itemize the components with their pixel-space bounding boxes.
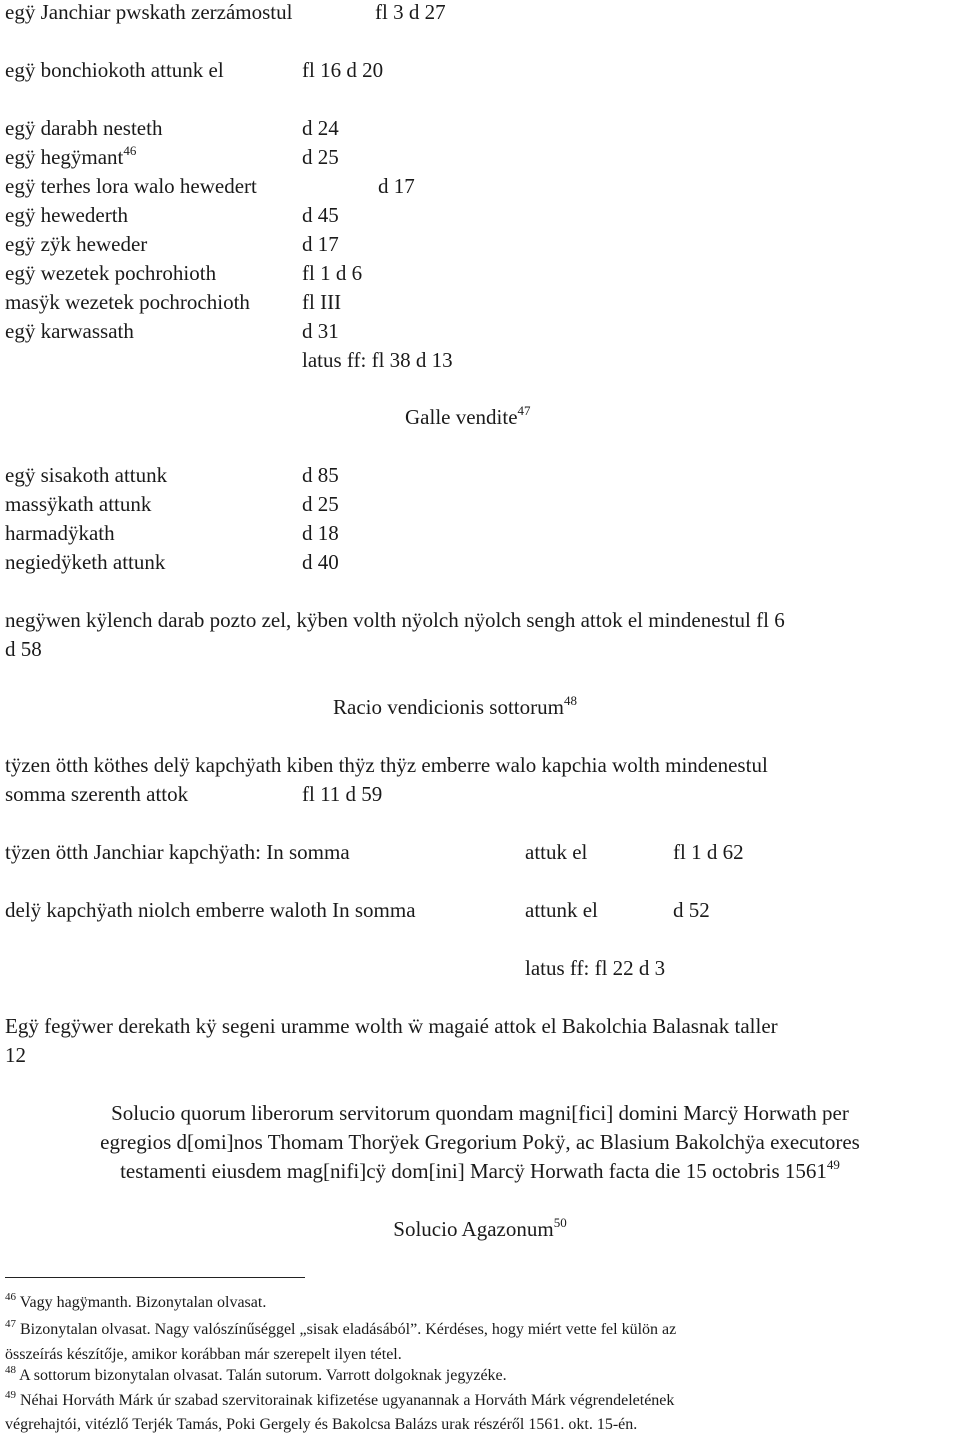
entry-item: egÿ darabh nesteth [5, 116, 163, 140]
heading-text: Solucio Agazonum [393, 1217, 554, 1241]
entry-amount: fl 3 d 27 [375, 0, 446, 24]
entry-item: egÿ wezetek pochrohioth [5, 261, 217, 285]
heading-racio [333, 695, 577, 719]
footnote-ref: 47 [517, 403, 531, 418]
entry-note: attunk el [525, 898, 598, 922]
entry-amount: d 45 [302, 203, 339, 227]
entry-item [5, 145, 136, 169]
footnote-ref: 49 [826, 1157, 840, 1172]
subtotal: latus ff: fl 38 d 13 [302, 348, 453, 372]
entry-amount: d 25 [302, 145, 339, 169]
centered-heading-line: Solucio quorum liberorum servitorum quondam magni[fici] domini Marcÿ Horwath per [111, 1101, 849, 1125]
entry-item: egÿ Janchiar pwskath zerzámostul [5, 0, 293, 24]
entry-amount: fl III [302, 290, 342, 314]
entry-amount: d 18 [302, 521, 339, 545]
footnote [5, 1293, 266, 1313]
entry-item: delÿ kapchÿath niolch emberre waloth In somma [5, 898, 416, 922]
entry-note: attuk el [525, 840, 588, 864]
paragraph-text: 12 [5, 1043, 26, 1067]
entry-item: tÿzen ötth Janchiar kapchÿath: In somma [5, 840, 350, 864]
heading-text: testamenti eiusdem mag[nifi]cÿ dom[ini] Marcÿ Horwath facta die 15 octobris 1561 [120, 1159, 827, 1183]
footnote [5, 1320, 676, 1340]
footnote-continuation: végrehajtói, vitézlő Terjék Tamás, Poki Gergely és Bakolcsa Balázs urak részéről 1561. okt. 15-én. [5, 1416, 638, 1433]
centered-heading-line [0, 1159, 960, 1183]
footnote-ref: 48 [563, 693, 577, 708]
footnote-text: Vagy hagÿmanth. Bizonytalan olvasat. [19, 1294, 267, 1311]
heading-text: Racio vendicionis sottorum [333, 695, 564, 719]
entry-item: masÿk wezetek pochrochioth [5, 290, 250, 314]
footnote-continuation: összeírás készítője, amikor korábban már szerepelt ilyen tétel. [5, 1346, 402, 1363]
subtotal: latus ff: fl 22 d 3 [525, 956, 666, 980]
entry-item: egÿ terhes lora walo hewedert [5, 174, 257, 198]
footnote-text: Bizonytalan olvasat. Nagy valószínűséggel „sisak eladásából”. Kérdéses, hogy miért vette fel külön az [20, 1321, 677, 1338]
entry-item: harmadÿkath [5, 521, 115, 545]
footnote-separator [5, 1277, 305, 1278]
entry-item: egÿ zÿk heweder [5, 232, 148, 256]
footnote-number: 49 [5, 1389, 16, 1401]
entry-item: egÿ sisakoth attunk [5, 463, 168, 487]
paragraph-text: tÿzen ötth köthes delÿ kapchÿath kiben thÿz thÿz emberre walo kapchia wolth mindenestul [5, 753, 768, 777]
entry-amount: fl 11 d 59 [302, 782, 383, 806]
entry-amount: d 31 [302, 319, 339, 343]
entry-item-text: egÿ hegÿmant [5, 145, 124, 169]
footnote [5, 1366, 507, 1386]
entry-amount: d 40 [302, 550, 339, 574]
centered-heading-line: egregios d[omi]nos Thomam Thorÿek Gregorium Pokÿ, ac Blasium Bakolchÿa executores [100, 1130, 860, 1154]
entry-amount: d 17 [378, 174, 415, 198]
entry-amount: d 85 [302, 463, 339, 487]
paragraph-text: d 58 [5, 637, 42, 661]
entry-amount: fl 1 d 62 [673, 840, 744, 864]
paragraph-text: negÿwen kÿlench darab pozto zel, kÿben volth nÿolch nÿolch sengh attok el mindenestul fl 6 [5, 608, 785, 632]
footnote-number: 46 [5, 1291, 16, 1303]
heading-galle [405, 405, 531, 429]
entry-amount: d 25 [302, 492, 339, 516]
entry-item: egÿ karwassath [5, 319, 134, 343]
footnote-number: 47 [5, 1318, 16, 1330]
footnote [5, 1391, 674, 1411]
footnote-ref: 46 [123, 143, 137, 158]
entry-amount: d 52 [673, 898, 710, 922]
entry-amount: d 24 [302, 116, 339, 140]
heading-text: Galle vendite [405, 405, 518, 429]
entry-item: egÿ bonchiokoth attunk el [5, 58, 224, 82]
entry-item: egÿ hewederth [5, 203, 129, 227]
paragraph-text: Egÿ fegÿwer derekath kÿ segeni uramme wolth ẅ magaié attok el Bakolchia Balasnak taller [5, 1014, 778, 1038]
entry-item: negiedÿketh attunk [5, 550, 166, 574]
paragraph-text: somma szerenth attok [5, 782, 189, 806]
section-heading [0, 1217, 960, 1241]
entry-amount: fl 16 d 20 [302, 58, 384, 82]
footnote-text: A sottorum bizonytalan olvasat. Talán sutorum. Varrott dolgoknak jegyzéke. [19, 1367, 507, 1384]
footnote-number: 48 [5, 1364, 16, 1376]
footnote-text: Néhai Horváth Márk úr szabad szervitorainak kifizetése ugyanannak a Horváth Márk végrendeletének [20, 1392, 675, 1409]
entry-amount: fl 1 d 6 [302, 261, 363, 285]
entry-item: massÿkath attunk [5, 492, 152, 516]
footnote-ref: 50 [553, 1215, 567, 1230]
entry-amount: d 17 [302, 232, 339, 256]
